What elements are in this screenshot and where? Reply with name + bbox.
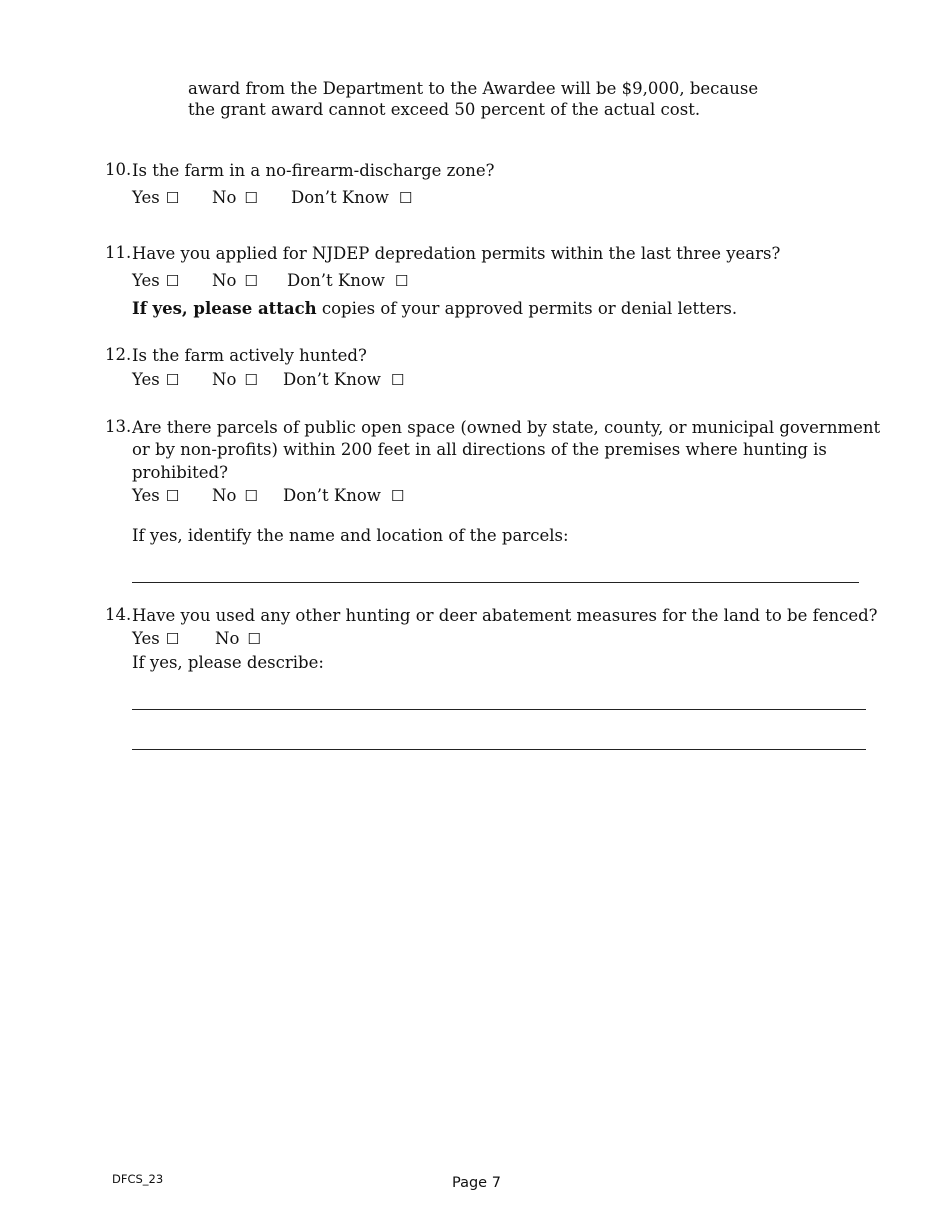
checkbox-icon[interactable]: ☐: [244, 272, 258, 290]
describe-followup-prompt: If yes, please describe:: [132, 653, 324, 672]
question-text: Have you used any other hunting or deer abatement measures for the land to be fenced?: [132, 606, 878, 625]
checkbox-icon[interactable]: ☐: [398, 189, 413, 207]
checkbox-icon[interactable]: ☐: [247, 630, 261, 648]
checkbox-icon[interactable]: ☐: [244, 487, 258, 505]
q12-dont-know-option[interactable]: [283, 370, 404, 389]
describe-answer-line-1[interactable]: [132, 709, 866, 710]
checkbox-icon[interactable]: ☐: [165, 630, 180, 648]
question-text: Is the farm actively hunted?: [132, 346, 367, 365]
q14-yes-option[interactable]: [132, 629, 179, 648]
q12-no-option[interactable]: [212, 370, 258, 389]
checkbox-icon[interactable]: ☐: [165, 487, 180, 505]
q11-yes-option[interactable]: [132, 271, 179, 290]
question-number: 10.: [105, 160, 132, 179]
no-label: No: [212, 188, 237, 207]
no-label: No: [212, 370, 237, 389]
dont-know-label: Don’t Know: [287, 271, 385, 290]
q14-no-option[interactable]: [215, 629, 261, 648]
no-label: No: [212, 486, 237, 505]
q10-yes-option[interactable]: [132, 188, 179, 207]
parcels-followup-prompt: If yes, identify the name and location of the parcels:: [132, 526, 569, 545]
checkbox-icon[interactable]: ☐: [165, 371, 180, 389]
question-text-line-3: prohibited?: [132, 463, 228, 482]
attach-note-bold: If yes, please attach: [132, 299, 317, 318]
form-code: DFCS_23: [112, 1172, 164, 1186]
question-text-line-1: Are there parcels of public open space (owned by state, county, or municipal government: [132, 418, 881, 437]
no-label: No: [212, 271, 237, 290]
checkbox-icon[interactable]: ☐: [165, 189, 180, 207]
dont-know-label: Don’t Know: [291, 188, 389, 207]
q11-no-option[interactable]: [212, 271, 258, 290]
question-number: 13.: [105, 417, 132, 436]
parcels-answer-line[interactable]: [132, 582, 859, 583]
yes-label: Yes: [132, 370, 160, 389]
question-number: 11.: [105, 243, 132, 262]
no-label: No: [215, 629, 240, 648]
page-number: Page 7: [452, 1175, 501, 1191]
checkbox-icon[interactable]: ☐: [244, 189, 258, 207]
yes-label: Yes: [132, 486, 160, 505]
q11-dont-know-option[interactable]: [287, 271, 408, 290]
q13-no-option[interactable]: [212, 486, 258, 505]
question-text: Have you applied for NJDEP depredation permits within the last three years?: [132, 244, 781, 263]
dont-know-label: Don’t Know: [283, 370, 381, 389]
q12-yes-option[interactable]: [132, 370, 179, 389]
q10-dont-know-option[interactable]: [291, 188, 412, 207]
question-text: Is the farm in a no-firearm-discharge zone?: [132, 161, 495, 180]
checkbox-icon[interactable]: ☐: [390, 487, 405, 505]
dont-know-label: Don’t Know: [283, 486, 381, 505]
yes-label: Yes: [132, 629, 160, 648]
checkbox-icon[interactable]: ☐: [390, 371, 405, 389]
q13-dont-know-option[interactable]: [283, 486, 404, 505]
question-number: 14.: [105, 605, 132, 624]
checkbox-icon[interactable]: ☐: [165, 272, 180, 290]
checkbox-icon[interactable]: ☐: [394, 272, 409, 290]
intro-line-2: the grant award cannot exceed 50 percent of the actual cost.: [188, 100, 701, 119]
intro-line-1: award from the Department to the Awardee will be $9,000, because: [188, 79, 759, 98]
q13-yes-option[interactable]: [132, 486, 179, 505]
attach-note-text: copies of your approved permits or denial letters.: [316, 299, 738, 318]
yes-label: Yes: [132, 271, 160, 290]
q10-no-option[interactable]: [212, 188, 258, 207]
attach-note: [132, 299, 737, 318]
question-number: 12.: [105, 345, 132, 364]
describe-answer-line-2[interactable]: [132, 749, 866, 750]
yes-label: Yes: [132, 188, 160, 207]
question-text-line-2: or by non-profits) within 200 feet in all directions of the premises where hunting is: [132, 440, 827, 459]
checkbox-icon[interactable]: ☐: [244, 371, 258, 389]
